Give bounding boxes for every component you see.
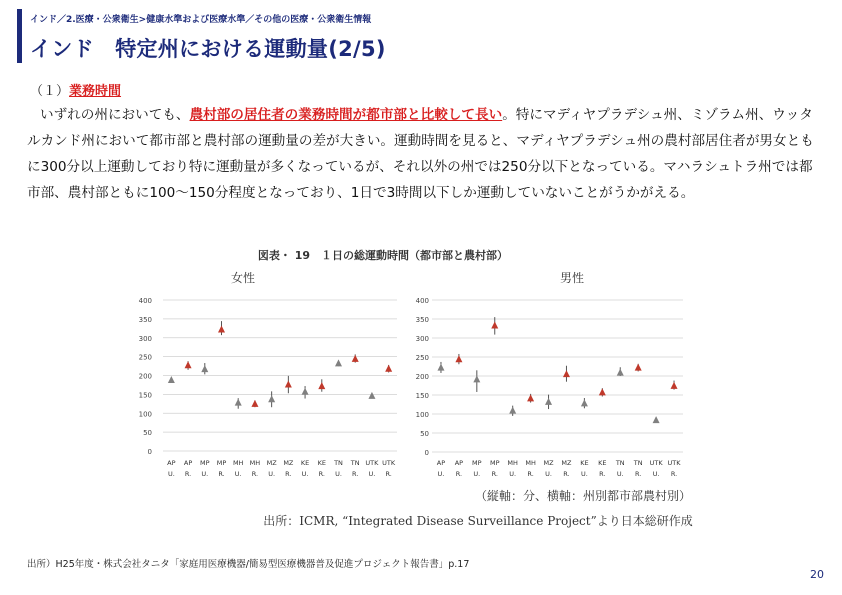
y-tick-label: 0 [147,448,152,456]
x-tick-label: MH [525,459,536,467]
x-tick-sublabel: U. [473,470,481,478]
paragraph-highlight: 農村部の居住者の業務時間が都市部と比較して長い [189,107,503,123]
x-tick-label: KE [598,459,607,467]
x-tick-sublabel: R. [634,470,642,478]
x-tick-label: UTK [667,459,681,467]
page-number: 20 [810,568,824,581]
x-tick-sublabel: R. [563,470,570,478]
x-tick-sublabel: U. [201,470,209,478]
data-point [368,392,375,399]
x-tick-label: KE [317,459,326,467]
y-tick-label: 0 [424,449,429,457]
x-tick-sublabel: R. [599,470,606,478]
x-tick-label: KE [580,459,589,467]
x-tick-label: TN [350,459,360,467]
y-tick-label: 250 [138,353,152,362]
data-point [168,376,175,383]
chart-title: 女性 [230,271,256,285]
x-tick-sublabel: U. [234,470,242,478]
x-tick-label: MZ [283,459,294,467]
x-tick-label: AP [183,459,193,467]
y-tick-label: 150 [138,391,152,400]
y-tick-label: 250 [415,354,429,362]
section-keyword: 業務時間 [69,84,122,99]
data-point [473,375,480,382]
x-tick-sublabel: U. [652,470,660,478]
figure-source: 出所：ICMR, “Integrated Disease Surveillance Project”より日本総研作成 [263,514,693,528]
x-tick-sublabel: R. [218,470,225,478]
data-point [599,388,606,395]
x-tick-label: MH [232,459,244,467]
x-tick-sublabel: U. [301,470,309,478]
x-tick-sublabel: R. [251,470,259,478]
data-point [653,416,660,423]
data-point [545,398,552,405]
data-point [437,364,444,371]
y-tick-label: 300 [138,334,152,343]
axis-note: （縦軸：分、横軸：州別都市部農村別） [474,489,692,503]
footer-source: 出所）H25年度・株式会社タニタ「家庭用医療機器/簡易型医療機器普及促進プロジェクト報告書」p.17 [27,559,470,570]
data-point [671,382,678,389]
breadcrumb: インド／2.医療・公衆衛生>健康水準および医療水準／その他の医療・公衆衛生情報 [30,15,372,25]
data-point [563,370,570,377]
x-tick-label: MZ [561,459,572,467]
x-tick-label: MP [216,459,227,467]
x-tick-sublabel: U. [368,470,376,478]
y-tick-label: 150 [415,392,429,400]
data-point [455,355,462,362]
x-tick-sublabel: R. [491,470,498,478]
data-point [335,359,342,366]
data-point [185,361,192,368]
y-tick-label: 200 [415,373,429,381]
x-tick-label: MZ [266,459,277,467]
x-tick-label: TN [633,459,643,467]
x-tick-sublabel: U. [335,470,342,478]
x-tick-label: AP [454,459,464,467]
data-point [385,365,392,372]
y-tick-label: 350 [415,316,429,324]
x-tick-label: MH [507,459,518,467]
data-point [617,369,624,376]
x-tick-sublabel: R. [285,470,292,478]
data-point [251,400,258,407]
page-title: インド 特定州における運動量(2/5) [30,37,386,61]
y-tick-label: 100 [415,411,429,419]
y-tick-label: 100 [138,410,152,419]
data-point [635,364,642,371]
data-point [352,355,359,362]
x-tick-sublabel: U. [509,470,517,478]
data-point [201,365,208,372]
y-tick-label: 400 [415,297,429,305]
x-tick-sublabel: R. [455,470,463,478]
x-tick-sublabel: U. [167,470,175,478]
x-tick-sublabel: U. [580,470,588,478]
x-tick-sublabel: U. [437,470,445,478]
y-tick-label: 300 [415,335,429,343]
data-point [218,325,225,332]
x-tick-label: UTK [365,459,379,467]
x-tick-label: MP [489,459,500,467]
x-tick-label: MP [472,459,482,467]
y-tick-label: 350 [138,315,152,324]
x-tick-label: AP [436,459,446,467]
male-chart [416,270,683,478]
x-tick-sublabel: R. [385,470,392,478]
y-tick-label: 400 [138,297,152,305]
figure-caption: 図表・ 19 １日の総運動時間（都市部と農村部） [257,249,509,262]
x-tick-label: TN [615,459,625,467]
data-point [491,321,498,328]
y-tick-label: 200 [138,372,152,381]
data-point [509,407,516,414]
y-tick-label: 50 [143,429,152,438]
data-point [581,399,588,406]
x-tick-sublabel: U. [268,470,276,478]
x-tick-sublabel: R. [527,470,534,478]
x-tick-sublabel: R. [318,470,325,478]
paragraph-start: いずれの州においても、 [40,107,190,123]
data-point [235,399,242,406]
chart-title: 男性 [559,271,585,285]
y-tick-label: 50 [420,430,429,438]
x-tick-label: MP [200,459,210,467]
x-tick-label: AP [167,459,176,467]
x-tick-label: MZ [543,459,554,467]
x-tick-label: KE [300,459,310,467]
data-point [285,381,292,388]
x-tick-sublabel: U. [616,470,624,478]
x-tick-sublabel: R. [670,470,678,478]
x-tick-sublabel: R. [352,470,359,478]
x-tick-label: UTK [649,459,663,467]
x-tick-sublabel: R. [184,470,192,478]
x-tick-label: MH [249,459,261,467]
x-tick-label: UTK [382,459,396,467]
section-number: （１） [30,84,70,99]
x-tick-label: TN [334,459,343,467]
data-point [302,388,309,395]
data-point [268,395,275,402]
paragraph-rest: 。特にマディヤプラデシュ州、ミゾラム州、ウッタルカンド州において都市部と農村部の運動量の差が大きい。運動時間を見ると、マディヤプラデシュ州の農村部居住者が男女ともに300分以上運動しており特に運動量が多くなっているが、それ以外の州では250分以下となっている。マハラシュトラ州では都市部、農村部ともに100〜150分程度となっており、1日で3時間以下しか運動していないことがうかがえる。 [27,107,814,201]
female-chart [139,270,397,478]
data-point [527,394,534,401]
x-tick-sublabel: U. [545,470,552,478]
data-point [318,382,325,389]
